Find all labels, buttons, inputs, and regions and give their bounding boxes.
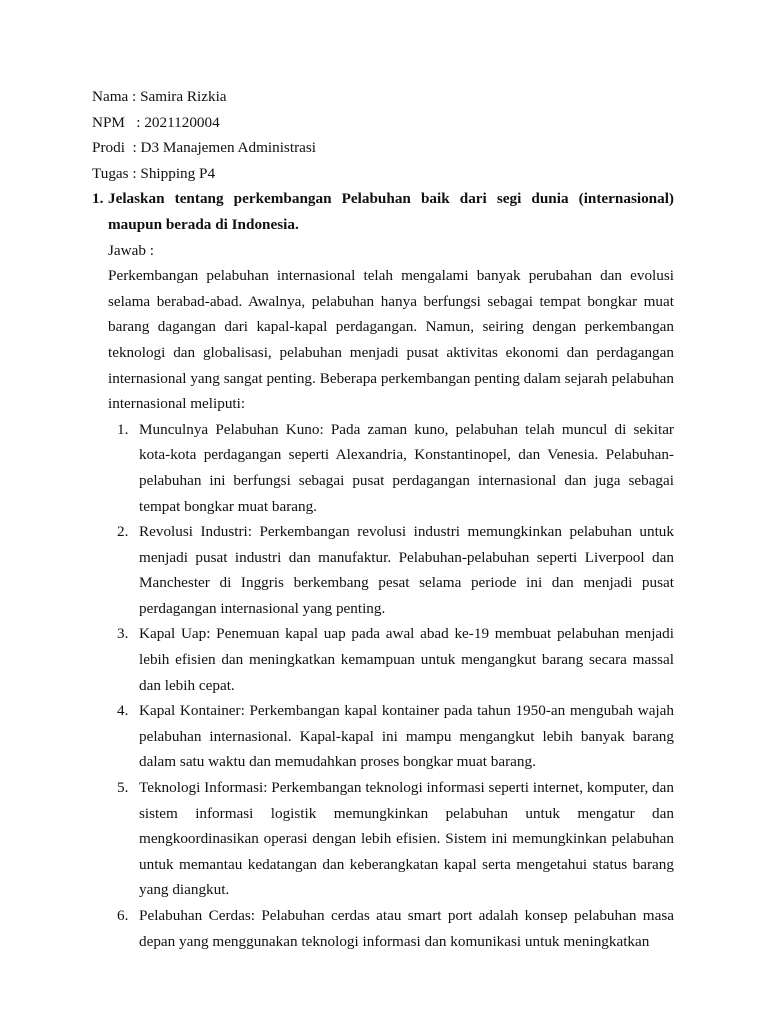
development-list [108, 417, 674, 954]
answer-intro-paragraph: Perkembangan pelabuhan internasional telah mengalami banyak perubahan dan evolusi selama berabad-abad. Awalnya, pelabuhan hanya berfungsi sebagai tempat bongkar muat barang dagangan dari kapal-kapal perdagangan. Namun, seiring dengan perkembangan teknologi dan globalisasi, pelabuhan menjadi pusat aktivitas ekonomi dan perdagangan internasional yang sangat penting. Beberapa perkembangan penting dalam sejarah pelabuhan internasional meliputi: [108, 267, 674, 413]
student-name: Nama : Samira Rizkia [92, 88, 227, 105]
list-item-text: Munculnya Pelabuhan Kuno: Pada zaman kuno, pelabuhan telah muncul di sekitar kota-kota perdagangan seperti Alexandria, Konstantinopel, dan Venesia. Pelabuhan-pelabuhan ini berfungsi sebagai pusat perdagangan internasional dan juga sebagai tempat bongkar muat barang. [139, 420, 674, 515]
list-item [117, 519, 674, 621]
list-item-number: 3. [117, 625, 129, 643]
list-item-number: 4. [117, 702, 129, 720]
assignment-title: Tugas : Shipping P4 [92, 164, 216, 182]
list-item-number: 5. [117, 779, 129, 797]
list-item [117, 775, 674, 903]
question-block [92, 186, 674, 954]
list-item-text: Kapal Kontainer: Perkembangan kapal kontainer pada tahun 1950-an mengubah wajah pelabuhan internasional. Kapal-kapal ini mampu mengangkut lebih banyak barang dalam satu waktu dan memudahkan proses bongkar muat barang. [139, 702, 674, 771]
list-item [117, 903, 674, 954]
question-number: 1. [92, 190, 104, 208]
list-item-text: Pelabuhan Cerdas: Pelabuhan cerdas atau smart port adalah konsep pelabuhan masa depan yang menggunakan teknologi informasi dan komunikasi untuk meningkatkan [139, 907, 674, 950]
question-body [108, 186, 674, 954]
list-item-text: Kapal Uap: Penemuan kapal uap pada awal abad ke-19 membuat pelabuhan menjadi lebih efisien dan meningkatkan kemampuan untuk mengangkut barang secara massal dan lebih cepat. [139, 625, 674, 694]
answer-label: Jawab : [108, 241, 154, 259]
study-program: Prodi : D3 Manajemen Administrasi [92, 139, 316, 157]
list-item [117, 621, 674, 698]
student-npm: NPM : 2021120004 [92, 113, 220, 131]
list-item-number: 1. [117, 420, 129, 438]
list-item-text: Revolusi Industri: Perkembangan revolusi industri memungkinkan pelabuhan untuk menjadi pusat industri dan manufaktur. Pelabuhan-pelabuhan seperti Liverpool dan Manchester di Inggris berkembang pesat selama periode ini dan menjadi pusat perdagangan internasional yang penting. [139, 523, 674, 617]
list-item-number: 6. [117, 907, 129, 924]
list-item [117, 698, 674, 775]
list-item [117, 417, 674, 519]
list-item-text: Teknologi Informasi: Perkembangan teknologi informasi seperti internet, komputer, dan sistem informasi logistik memungkinkan pelabuhan untuk mengatur dan mengkoordinasikan operasi dengan lebih efisien. Sistem ini memungkinkan pelabuhan untuk memantau kedatangan dan keberangkatan kapal serta mengetahui status barang yang diangkut. [139, 779, 674, 899]
list-item-number: 2. [117, 523, 129, 541]
question-text: Jelaskan tentang perkembangan Pelabuhan baik dari segi dunia (internasional) maupun berada di Indonesia. [108, 190, 674, 233]
document-page [92, 84, 674, 954]
